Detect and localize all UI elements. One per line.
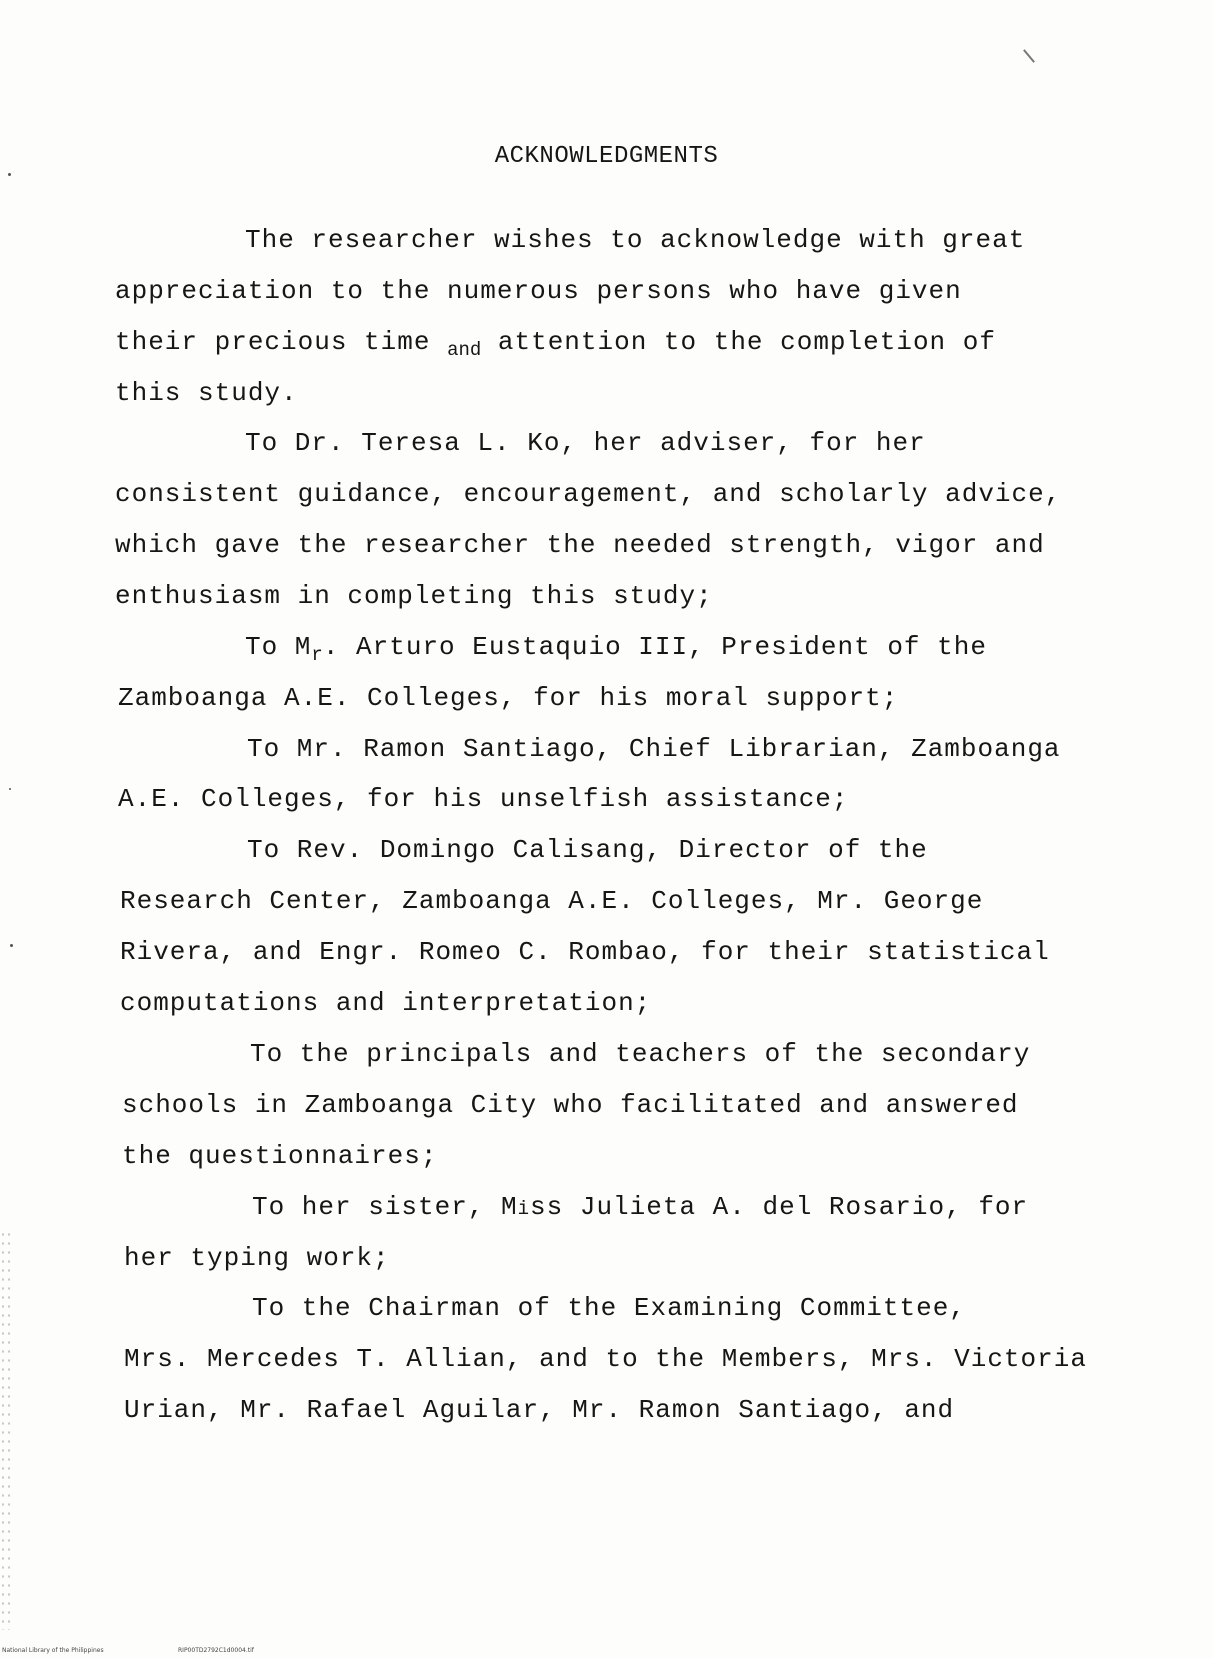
text-line: To the Chairman of the Examining Committee, bbox=[252, 1293, 966, 1323]
text-fragment: r bbox=[311, 644, 323, 666]
text-line: consistent guidance, encouragement, and scholarly advice, bbox=[115, 479, 1062, 509]
text-fragment: ss Julieta A. del Rosario, for bbox=[530, 1192, 1029, 1222]
text-line: this study. bbox=[115, 378, 298, 408]
text-line: Urian, Mr. Rafael Aguilar, Mr. Ramon Santiago, and bbox=[124, 1395, 955, 1425]
text-fragment: i bbox=[517, 1198, 531, 1220]
page-title: ACKNOWLEDGMENTS bbox=[494, 143, 719, 170]
text-line: her typing work; bbox=[124, 1243, 390, 1273]
text-line: Research Center, Zamboanga A.E. Colleges, Mr. George bbox=[120, 886, 984, 916]
text-line: Zamboanga A.E. Colleges, for his moral support; bbox=[118, 683, 899, 713]
footer-library: National Library of the Philippines bbox=[2, 1647, 104, 1654]
text-line: To Mr. Ramon Santiago, Chief Librarian, Zamboanga bbox=[247, 734, 1061, 764]
text-fragment: and bbox=[447, 339, 482, 361]
text-line: To Rev. Domingo Calisang, Director of the bbox=[247, 835, 928, 865]
text-line: Mrs. Mercedes T. Allian, and to the Members, Mrs. Victoria bbox=[124, 1344, 1087, 1374]
text-fragment: . Arturo Eustaquio III, President of the bbox=[322, 632, 987, 662]
text-line: Rivera, and Engr. Romeo C. Rombao, for their statistical bbox=[120, 937, 1050, 967]
text-line: The researcher wishes to acknowledge with great bbox=[245, 225, 1026, 255]
scan-footer bbox=[2, 1647, 254, 1654]
scan-edge-noise bbox=[0, 1230, 14, 1630]
scan-speck bbox=[9, 788, 11, 790]
text-fragment: attention to the completion of bbox=[481, 327, 996, 357]
text-line: appreciation to the numerous persons who have given bbox=[115, 276, 962, 306]
text-line: the questionnaires; bbox=[122, 1141, 438, 1171]
text-fragment: To her sister, M bbox=[252, 1192, 518, 1222]
text-line: enthusiasm in completing this study; bbox=[115, 581, 713, 611]
text-line: computations and interpretation; bbox=[120, 988, 652, 1018]
text-line bbox=[115, 326, 996, 366]
footer-file: RIP00TD2792C1d0004.tif bbox=[178, 1647, 254, 1654]
text-line bbox=[252, 1191, 1028, 1225]
text-line: which gave the researcher the needed strength, vigor and bbox=[115, 530, 1045, 560]
text-line: A.E. Colleges, for his unselfish assistance; bbox=[118, 784, 849, 814]
text-line: To the principals and teachers of the secondary bbox=[250, 1039, 1031, 1069]
scan-speck bbox=[8, 173, 11, 176]
scan-mark bbox=[1023, 49, 1035, 63]
text-fragment: To M bbox=[245, 632, 312, 662]
text-line: To Dr. Teresa L. Ko, her adviser, for her bbox=[245, 428, 926, 458]
text-line: schools in Zamboanga City who facilitated and answered bbox=[122, 1090, 1019, 1120]
scan-speck bbox=[10, 944, 13, 947]
text-line bbox=[245, 631, 987, 671]
text-fragment: their precious time bbox=[115, 327, 448, 357]
